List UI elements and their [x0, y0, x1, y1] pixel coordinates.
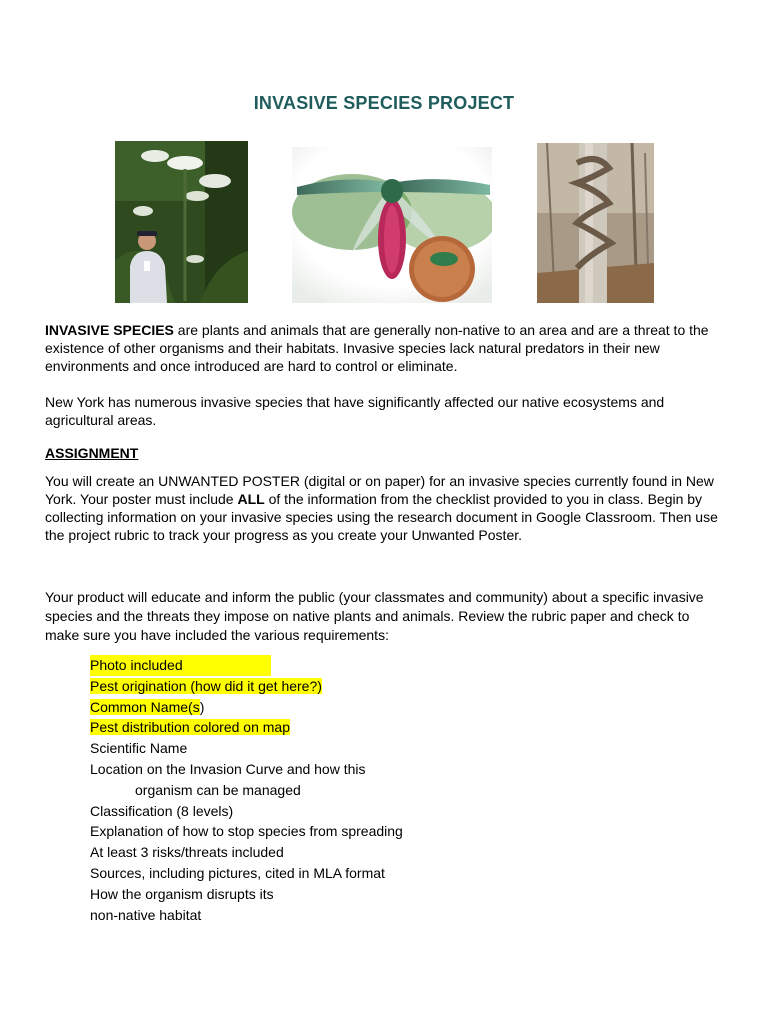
checklist-item	[90, 717, 403, 738]
checklist-item	[90, 801, 403, 822]
checklist-item	[90, 759, 403, 780]
intro-paragraph	[45, 321, 725, 375]
checklist-item-label: Photo included	[90, 655, 271, 676]
checklist-item	[90, 884, 403, 905]
emerald-ash-borer-photo	[292, 147, 492, 303]
checklist-item-label: Common Name(s	[90, 698, 200, 715]
checklist-item-label: Location on the Invasion Curve and how this	[90, 760, 366, 777]
vine-on-tree-photo	[537, 143, 654, 303]
checklist-item-label: Explanation of how to stop species from spreading	[90, 823, 403, 840]
checklist-item	[90, 655, 403, 676]
intro-lead: INVASIVE SPECIES	[45, 322, 174, 338]
checklist-item	[90, 676, 403, 697]
checklist-item-label: Pest origination (how did it get here?)	[90, 677, 322, 694]
checklist-item-label: organism can be managed	[135, 781, 301, 798]
giant-hogweed-photo	[115, 141, 248, 303]
checklist-item	[90, 821, 403, 842]
checklist-item	[90, 905, 403, 926]
checklist-item-label: Scientific Name	[90, 740, 188, 757]
checklist-item-label: Sources, including pictures, cited in MLA format	[90, 864, 385, 881]
assignment-text-before: You will create an UNWANTED POSTER (digital or on paper) for an invasive species currently found in New York. Your poster must include	[45, 473, 714, 507]
checklist-item-label: Pest distribution colored on map	[90, 719, 290, 736]
checklist-item-label: How the organism disrupts its	[90, 885, 274, 902]
checklist-item	[90, 863, 403, 884]
checklist-item	[90, 842, 403, 863]
assignment-text-after: of the information from the checklist provided to you in class. Begin by collecting information on your invasive species using the research document in Google Classroom. Then use the project rubric to track your progress as you create your Unwanted Poster.	[45, 491, 718, 543]
page-title: INVASIVE SPECIES PROJECT	[253, 93, 515, 113]
assignment-heading: ASSIGNMENT	[45, 445, 139, 461]
product-paragraph: Your product will educate and inform the public (your classmates and community) about a specific invasive species and the threats they impose on native plants and animals. Review the rubric paper and check to make sure you have included the various requirements:	[45, 589, 704, 643]
new-york-paragraph: New York has numerous invasive species that have significantly affected our native ecosystems and agricultural areas.	[45, 394, 665, 428]
requirements-checklist	[90, 655, 403, 925]
checklist-item	[90, 697, 403, 718]
checklist-item-label: At least 3 risks/threats included	[90, 844, 284, 861]
checklist-item	[90, 780, 403, 801]
intro-text: are plants and animals that are generally non-native to an area and are a threat to the existence of other organisms and their habitats. Invasive species lack natural predators in their new environments and once introduced are hard to control or eliminate.	[45, 322, 709, 374]
checklist-item-label: Classification (8 levels)	[90, 802, 234, 819]
checklist-item	[90, 738, 403, 759]
checklist-item-label: )	[199, 698, 205, 715]
assignment-paragraph	[45, 472, 725, 544]
assignment-bold: ALL	[237, 491, 265, 507]
checklist-item-label: non-native habitat	[90, 906, 202, 923]
